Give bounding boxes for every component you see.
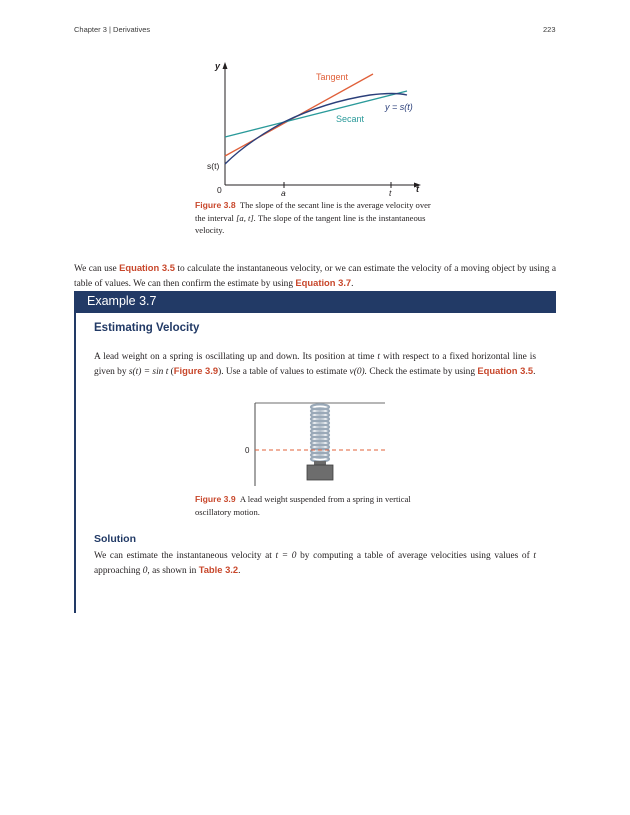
example-body-4: Check the estimate by using [369,367,476,377]
example-body-1: A lead weight on a spring is oscillating up and down. Its position at time [94,352,375,362]
example-body-5: . [533,367,536,377]
solution-heading: Solution [94,533,136,545]
st-label: s(t) [207,161,220,171]
example-body-3: ). Use a table of values to estimate [218,367,348,377]
example-body [94,350,536,379]
figure-3-9-caption-text: A lead weight suspended from a spring in vertical oscillatory motion. [195,494,411,517]
x-axis-label: t [416,184,419,194]
equation-3-5-link-2[interactable]: Equation 3.5 [477,365,534,376]
figure-3-9-caption [195,493,445,518]
origin-label: 0 [217,185,222,195]
spring-icon [311,404,329,461]
table-3-2-link[interactable]: Table 3.2 [198,564,239,575]
example-body-2: with respect to a fixed horizontal line is given by [94,352,537,377]
solution-body [94,549,536,578]
figure-3-8-caption-text-2: The slope of the tangent line is the instantaneous velocity. [195,212,426,235]
solution-text-1: We can estimate the instantaneous velocity at [94,551,272,561]
figure-3-9-link[interactable]: Figure 3.9 [173,365,219,376]
intro-paragraph [74,261,556,291]
solution-text-2: by computing a table of average velocities using values of [300,551,530,561]
solution-formula-t0: t = 0 [275,551,297,561]
example-title: Example 3.7 [87,294,157,308]
tick-t-label: t [389,188,392,198]
zero-label: 0 [245,446,250,455]
position-curve [225,94,407,165]
figure-3-8-caption [195,199,440,237]
example-left-rule [74,313,76,613]
example-var-t: t [377,352,380,362]
figure-3-9-spring [240,398,390,488]
lead-weight [307,465,333,480]
weight-top [314,461,326,465]
solution-var-t: t [533,551,537,561]
solution-text-3: approaching [94,566,141,576]
example-formula: s(t) = sin t [128,367,169,377]
page-number: 223 [543,25,556,34]
solution-text-4: as shown in [152,566,197,576]
figure-3-8-graph [195,60,435,200]
solution-zero: 0, [142,566,150,576]
tangent-label: Tangent [316,72,349,82]
intro-text-1: We can use [74,264,117,274]
example-title-bar [74,291,556,313]
secant-label: Secant [336,114,365,124]
example-heading: Estimating Velocity [94,322,200,334]
example-formula-v0: v(0). [349,367,367,377]
figure-3-8-caption-interval: [a, t]. [236,212,256,223]
y-axis-arrow [223,62,228,69]
figure-3-8-caption-label: Figure 3.8 [195,200,236,210]
secant-line [225,91,407,137]
equation-3-5-link[interactable]: Equation 3.5 [119,262,175,273]
figure-3-9-caption-label: Figure 3.9 [195,494,236,504]
y-axis-label: y [215,61,221,71]
equation-3-7-link[interactable]: Equation 3.7 [295,277,352,288]
example-open-paren: ( [170,367,174,377]
solution-text-5: . [238,566,241,576]
running-header-chapter: Chapter 3 | Derivatives [74,25,151,34]
tick-a-label: a [281,188,286,198]
curve-label: y = s(t) [385,102,413,112]
figure-3-8-caption-text-1: The slope of the secant line is the average velocity over the interval [195,200,431,223]
intro-text-2: to calculate the instantaneous velocity, or we can estimate the velocity of a moving object by using a table of values. We can then confirm the estimate by using [74,264,556,289]
intro-text-3: . [351,279,354,289]
